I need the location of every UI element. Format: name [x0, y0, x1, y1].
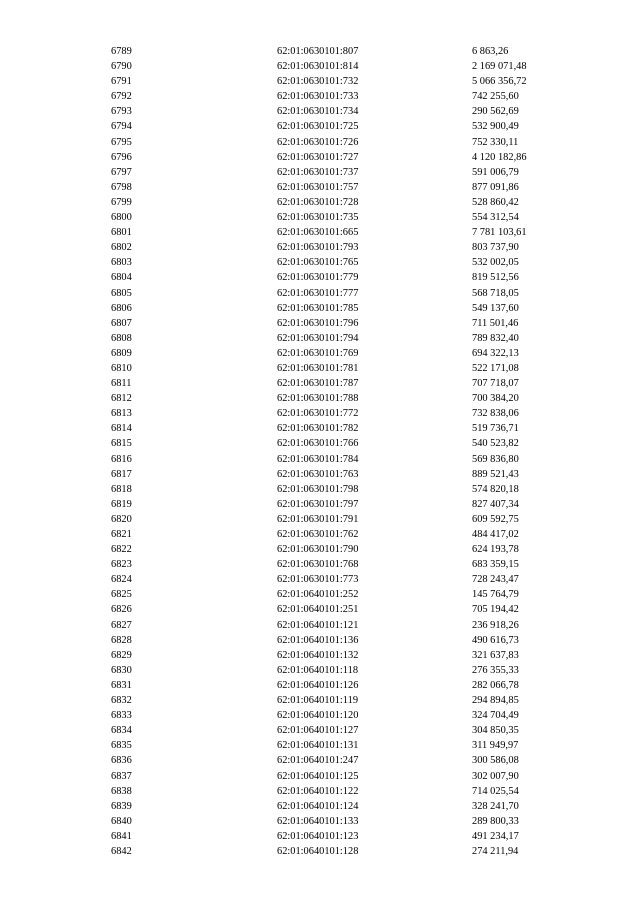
table-row [0, 135, 640, 150]
cadastral-value: 2 169 071,48 [472, 61, 527, 73]
cadastral-value: 519 736,71 [472, 423, 519, 435]
row-number: 6823 [111, 559, 132, 571]
row-number: 6842 [111, 845, 132, 857]
row-number: 6789 [111, 46, 132, 57]
cadastral-number: 62:01:0630101:782 [277, 423, 359, 435]
table-row [0, 346, 640, 361]
cadastral-number: 62:01:0630101:797 [277, 498, 359, 510]
cadastral-number: 62:01:0640101:120 [277, 710, 359, 722]
row-number: 6815 [111, 438, 132, 450]
cadastral-number: 62:01:0630101:733 [277, 91, 359, 103]
row-number: 6820 [111, 513, 132, 525]
cadastral-value: 491 234,17 [472, 830, 519, 842]
cadastral-number: 62:01:0630101:796 [277, 317, 359, 329]
cadastral-value: 714 025,54 [472, 785, 519, 797]
cadastral-number: 62:01:0640101:251 [277, 604, 359, 616]
cadastral-number: 62:01:0640101:133 [277, 815, 359, 827]
table-row [0, 104, 640, 119]
cadastral-value: 490 616,73 [472, 634, 519, 646]
table-row [0, 240, 640, 255]
row-number: 6825 [111, 589, 132, 601]
table-row [0, 421, 640, 436]
cadastral-number: 62:01:0630101:794 [277, 332, 359, 344]
cadastral-value-table [0, 44, 640, 859]
row-number: 6803 [111, 257, 132, 269]
table-row [0, 814, 640, 829]
cadastral-number: 62:01:0640101:252 [277, 589, 359, 601]
cadastral-value: 803 737,90 [472, 242, 519, 254]
cadastral-value: 294 894,85 [472, 695, 519, 707]
row-number: 6840 [111, 815, 132, 827]
table-row [0, 572, 640, 587]
table-row [0, 225, 640, 240]
cadastral-value: 324 704,49 [472, 710, 519, 722]
cadastral-number: 62:01:0630101:765 [277, 257, 359, 269]
table-row [0, 738, 640, 753]
row-number: 6793 [111, 106, 132, 118]
table-row [0, 678, 640, 693]
cadastral-number: 62:01:0630101:732 [277, 76, 359, 88]
cadastral-value: 728 243,47 [472, 574, 519, 586]
row-number: 6821 [111, 529, 132, 540]
cadastral-value: 591 006,79 [472, 166, 519, 178]
table-row [0, 89, 640, 104]
cadastral-number: 62:01:0630101:777 [277, 287, 359, 299]
table-row [0, 633, 640, 648]
row-number: 6824 [111, 574, 132, 586]
row-number: 6841 [111, 830, 132, 842]
cadastral-value: 789 832,40 [472, 332, 519, 344]
cadastral-value: 707 718,07 [472, 378, 519, 390]
row-number: 6834 [111, 725, 132, 737]
row-number: 6804 [111, 272, 132, 284]
cadastral-value: 311 949,97 [472, 740, 519, 752]
cadastral-number: 62:01:0630101:665 [277, 227, 359, 239]
row-number: 6836 [111, 755, 132, 767]
table-row [0, 436, 640, 451]
cadastral-number: 62:01:0640101:247 [277, 755, 359, 767]
table-row [0, 316, 640, 331]
table-row [0, 769, 640, 784]
cadastral-number: 62:01:0640101:125 [277, 770, 359, 782]
table-row [0, 723, 640, 738]
cadastral-number: 62:01:0630101:772 [277, 408, 359, 420]
row-number: 6798 [111, 181, 132, 193]
row-number: 6790 [111, 61, 132, 73]
cadastral-value: 528 860,42 [472, 196, 519, 208]
table-row [0, 452, 640, 467]
cadastral-number: 62:01:0630101:769 [277, 347, 359, 359]
table-row [0, 59, 640, 74]
table-row [0, 467, 640, 482]
cadastral-number: 62:01:0630101:790 [277, 544, 359, 556]
table-row [0, 587, 640, 602]
row-number: 6796 [111, 151, 132, 163]
cadastral-number: 62:01:0640101:127 [277, 725, 359, 737]
table-row [0, 74, 640, 89]
row-number: 6791 [111, 76, 132, 88]
table-row [0, 708, 640, 723]
cadastral-value: 522 171,08 [472, 362, 519, 374]
cadastral-value: 683 359,15 [472, 559, 519, 571]
cadastral-number: 62:01:0630101:781 [277, 362, 359, 374]
cadastral-value: 549 137,60 [472, 302, 519, 314]
table-row [0, 210, 640, 225]
row-number: 6832 [111, 695, 132, 707]
row-number: 6830 [111, 664, 132, 676]
cadastral-value: 5 066 356,72 [472, 76, 527, 88]
cadastral-number: 62:01:0630101:779 [277, 272, 359, 284]
cadastral-number: 62:01:0630101:734 [277, 106, 359, 118]
row-number: 6839 [111, 800, 132, 812]
cadastral-number: 62:01:0630101:728 [277, 196, 359, 208]
cadastral-value: 302 007,90 [472, 770, 519, 782]
row-number: 6801 [111, 227, 132, 239]
cadastral-value: 532 900,49 [472, 121, 519, 133]
table-row [0, 150, 640, 165]
row-number: 6792 [111, 91, 132, 103]
cadastral-value: 484 417,02 [472, 529, 519, 540]
table-row [0, 527, 640, 542]
row-number: 6827 [111, 619, 132, 631]
row-number: 6838 [111, 785, 132, 797]
cadastral-value: 877 091,86 [472, 181, 519, 193]
table-row [0, 648, 640, 663]
table-row [0, 331, 640, 346]
cadastral-value: 289 800,33 [472, 815, 519, 827]
cadastral-number: 62:01:0630101:768 [277, 559, 359, 571]
row-number: 6810 [111, 362, 132, 374]
row-number: 6797 [111, 166, 132, 178]
cadastral-number: 62:01:0630101:791 [277, 513, 359, 525]
table-row [0, 753, 640, 768]
table-row [0, 784, 640, 799]
row-number: 6817 [111, 468, 132, 480]
table-row [0, 542, 640, 557]
cadastral-number: 62:01:0630101:785 [277, 302, 359, 314]
row-number: 6826 [111, 604, 132, 616]
table-row [0, 361, 640, 376]
cadastral-number: 62:01:0630101:787 [277, 378, 359, 390]
table-row [0, 406, 640, 421]
cadastral-value: 540 523,82 [472, 438, 519, 450]
row-number: 6833 [111, 710, 132, 722]
row-number: 6819 [111, 498, 132, 510]
table-row [0, 270, 640, 285]
cadastral-value: 889 521,43 [472, 468, 519, 480]
row-number: 6828 [111, 634, 132, 646]
cadastral-value: 569 836,80 [472, 453, 519, 465]
cadastral-value: 574 820,18 [472, 483, 519, 495]
row-number: 6811 [111, 378, 132, 390]
cadastral-number: 62:01:0640101:131 [277, 740, 359, 752]
table-row [0, 44, 640, 59]
table-row [0, 663, 640, 678]
table-row [0, 512, 640, 527]
cadastral-value: 300 586,08 [472, 755, 519, 767]
cadastral-value: 694 322,13 [472, 347, 519, 359]
cadastral-value: 609 592,75 [472, 513, 519, 525]
cadastral-value: 624 193,78 [472, 544, 519, 556]
table-row [0, 799, 640, 814]
cadastral-number: 62:01:0630101:798 [277, 483, 359, 495]
cadastral-value: 328 241,70 [472, 800, 519, 812]
cadastral-value: 532 002,05 [472, 257, 519, 269]
table-row [0, 165, 640, 180]
cadastral-value: 274 211,94 [472, 845, 519, 857]
cadastral-number: 62:01:0630101:763 [277, 468, 359, 480]
row-number: 6794 [111, 121, 132, 133]
row-number: 6835 [111, 740, 132, 752]
cadastral-value: 321 637,83 [472, 649, 519, 661]
table-row [0, 119, 640, 134]
cadastral-value: 304 850,35 [472, 725, 519, 737]
cadastral-number: 62:01:0630101:788 [277, 393, 359, 405]
table-row [0, 602, 640, 617]
cadastral-number: 62:01:0640101:121 [277, 619, 359, 631]
cadastral-number: 62:01:0640101:128 [277, 845, 359, 857]
cadastral-number: 62:01:0630101:757 [277, 181, 359, 193]
row-number: 6799 [111, 196, 132, 208]
table-row [0, 557, 640, 572]
row-number: 6816 [111, 453, 132, 465]
cadastral-value: 568 718,05 [472, 287, 519, 299]
table-row [0, 301, 640, 316]
cadastral-value: 711 501,46 [472, 317, 519, 329]
cadastral-number: 62:01:0630101:737 [277, 166, 359, 178]
table-row [0, 482, 640, 497]
cadastral-value: 236 918,26 [472, 619, 519, 631]
row-number: 6808 [111, 332, 132, 344]
cadastral-value: 819 512,56 [472, 272, 519, 284]
row-number: 6795 [111, 136, 132, 148]
cadastral-value: 742 255,60 [472, 91, 519, 103]
row-number: 6807 [111, 317, 132, 329]
table-row [0, 180, 640, 195]
cadastral-number: 62:01:0640101:123 [277, 830, 359, 842]
row-number: 6814 [111, 423, 132, 435]
row-number: 6822 [111, 544, 132, 556]
cadastral-number: 62:01:0640101:122 [277, 785, 359, 797]
row-number: 6818 [111, 483, 132, 495]
cadastral-value: 705 194,42 [472, 604, 519, 616]
cadastral-number: 62:01:0630101:727 [277, 151, 359, 163]
cadastral-number: 62:01:0630101:814 [277, 61, 359, 73]
cadastral-value: 752 330,11 [472, 136, 519, 148]
cadastral-number: 62:01:0640101:132 [277, 649, 359, 661]
cadastral-number: 62:01:0640101:136 [277, 634, 359, 646]
row-number: 6837 [111, 770, 132, 782]
cadastral-number: 62:01:0630101:766 [277, 438, 359, 450]
cadastral-value: 282 066,78 [472, 679, 519, 691]
row-number: 6806 [111, 302, 132, 314]
table-row [0, 497, 640, 512]
row-number: 6805 [111, 287, 132, 299]
cadastral-number: 62:01:0630101:725 [277, 121, 359, 133]
table-row [0, 286, 640, 301]
row-number: 6809 [111, 347, 132, 359]
cadastral-value: 6 863,26 [472, 46, 509, 57]
row-number: 6831 [111, 679, 132, 691]
table-row [0, 693, 640, 708]
cadastral-number: 62:01:0630101:807 [277, 46, 359, 57]
cadastral-value: 700 384,20 [472, 393, 519, 405]
cadastral-number: 62:01:0640101:124 [277, 800, 359, 812]
cadastral-value: 4 120 182,86 [472, 151, 527, 163]
cadastral-number: 62:01:0630101:773 [277, 574, 359, 586]
cadastral-value: 145 764,79 [472, 589, 519, 601]
row-number: 6829 [111, 649, 132, 661]
row-number: 6802 [111, 242, 132, 254]
cadastral-value: 276 355,33 [472, 664, 519, 676]
table-row [0, 195, 640, 210]
table-row [0, 255, 640, 270]
row-number: 6800 [111, 212, 132, 224]
cadastral-number: 62:01:0640101:119 [277, 695, 359, 707]
cadastral-value: 554 312,54 [472, 212, 519, 224]
table-row [0, 618, 640, 633]
cadastral-number: 62:01:0630101:784 [277, 453, 359, 465]
cadastral-number: 62:01:0630101:735 [277, 212, 359, 224]
cadastral-number: 62:01:0640101:118 [277, 664, 359, 676]
cadastral-value: 732 838,06 [472, 408, 519, 420]
table-row [0, 391, 640, 406]
row-number: 6812 [111, 393, 132, 405]
cadastral-number: 62:01:0630101:726 [277, 136, 359, 148]
table-row [0, 844, 640, 859]
table-row [0, 376, 640, 391]
row-number: 6813 [111, 408, 132, 420]
table-row [0, 829, 640, 844]
cadastral-value: 827 407,34 [472, 498, 519, 510]
cadastral-value: 7 781 103,61 [472, 227, 527, 239]
cadastral-number: 62:01:0640101:126 [277, 679, 359, 691]
cadastral-number: 62:01:0630101:762 [277, 529, 359, 540]
cadastral-number: 62:01:0630101:793 [277, 242, 359, 254]
cadastral-value: 290 562,69 [472, 106, 519, 118]
